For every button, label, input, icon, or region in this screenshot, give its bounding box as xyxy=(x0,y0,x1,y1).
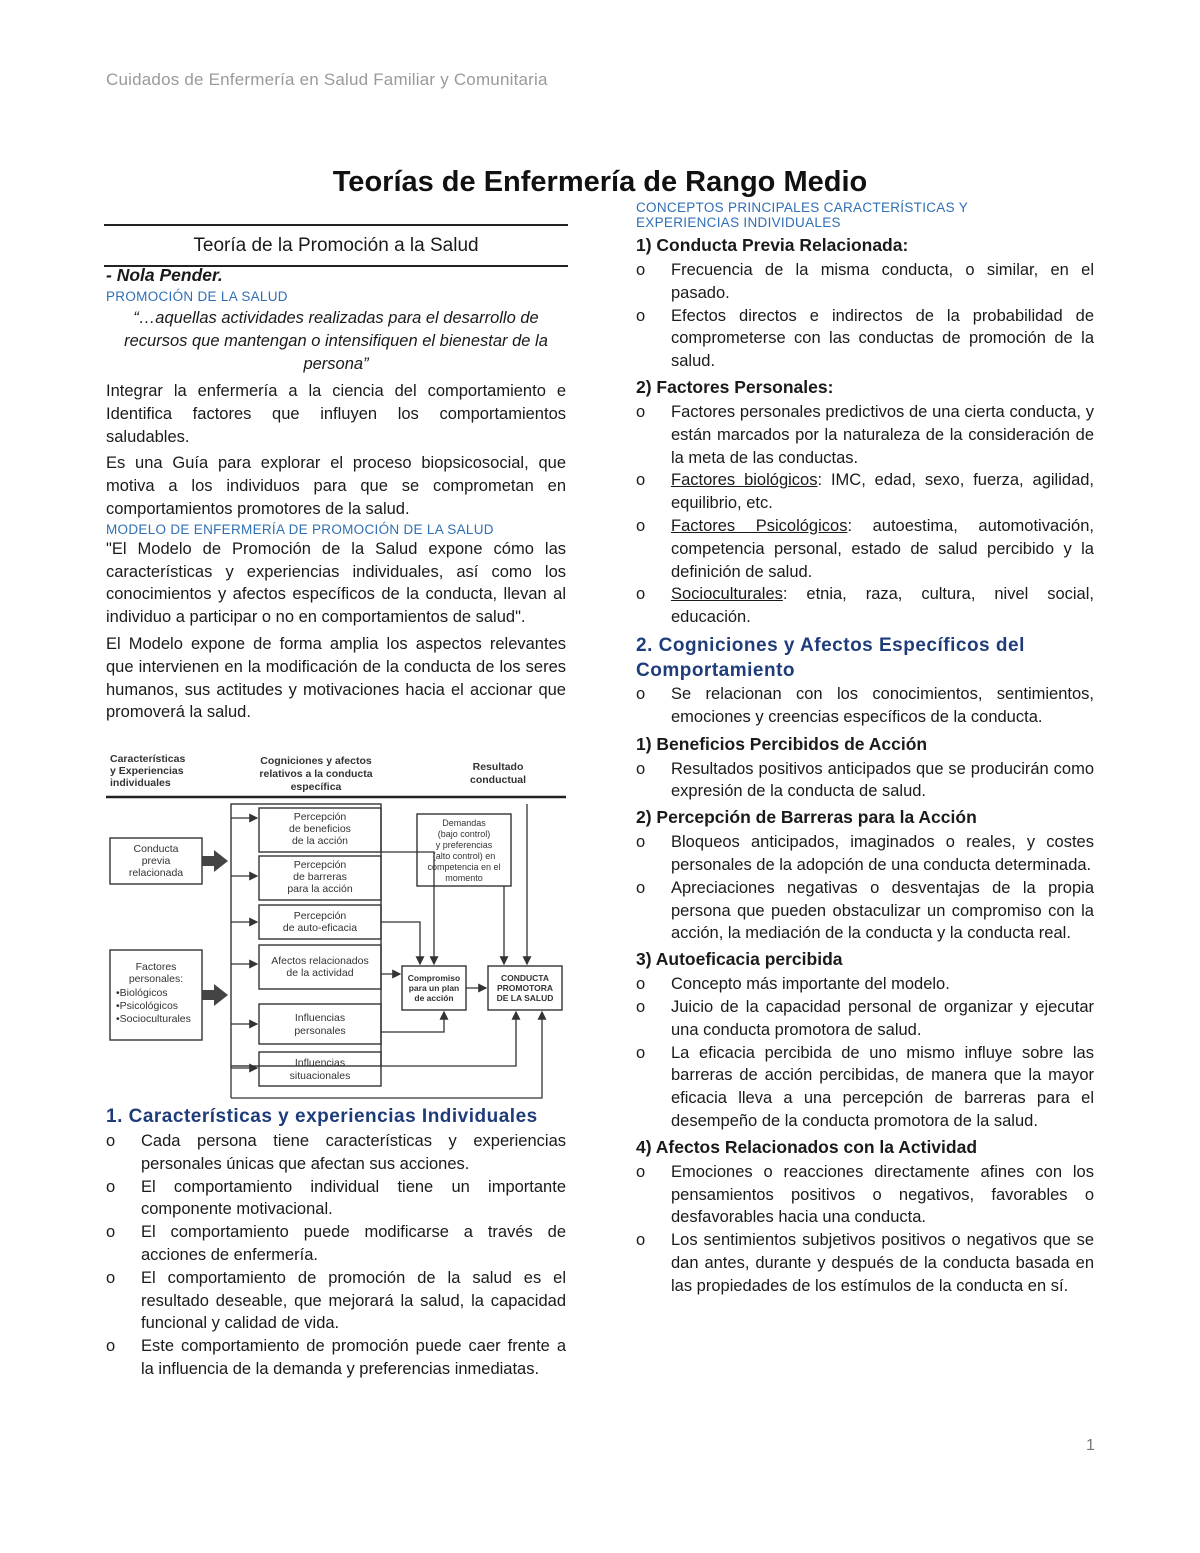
label-conducta-promotora: DE LA SALUD xyxy=(496,993,554,1003)
label-beneficios: de la acción xyxy=(291,835,349,847)
list-conducta-previa xyxy=(636,259,1094,373)
list-item xyxy=(636,515,1094,583)
paragraph: Integrar la enfermería a la ciencia del comportamiento e Identifica factores que influyen los comportamientos saludables. xyxy=(106,382,566,446)
list-item: o Resultados positivos anticipados que se producirán como expresión de la conducta de salud. xyxy=(636,758,1094,804)
list-item xyxy=(636,583,1094,629)
heading-barreras: 2) Percepción de Barreras para la Acción xyxy=(636,807,977,828)
arrow-thick-2 xyxy=(202,984,228,1006)
diagram-col1-head-3: individuales xyxy=(110,777,171,789)
label-conducta-previa: previa xyxy=(141,855,171,867)
label-demandas: competencia en el xyxy=(427,862,501,872)
label-barreras: de barreras xyxy=(293,871,347,883)
list-item: o Efectos directos e indirectos de la probabilidad de comprometerse con las conductas de promoción de la salud. xyxy=(636,305,1094,373)
list-afectos xyxy=(636,1161,1094,1298)
label-psicologicos: Factores Psicológicos xyxy=(671,516,848,535)
section-1-title: 1. Características y experiencias Individuales xyxy=(106,1106,538,1127)
left-intro xyxy=(106,380,566,724)
text-psicologicos: : autoestima, automotivación, competencia personal, estado de salud percibido y la definición de salud. xyxy=(671,516,1094,581)
label-conducta-previa: Conducta xyxy=(133,843,179,855)
list-item: o Este comportamiento de promoción puede caer frente a la influencia de la demanda y preferencias inmediatas. xyxy=(106,1335,566,1381)
text-socioculturales: : etnia, raza, cultura, nivel social, educación. xyxy=(671,585,1094,627)
diagram-col3-head-2: conductual xyxy=(469,774,527,786)
label-demandas: (bajo control) xyxy=(437,829,491,839)
diagram-col1-head-2: y Experiencias xyxy=(110,765,184,777)
label-barreras: Percepción xyxy=(293,859,347,871)
model-caption: MODELO DE ENFERMERÍA DE PROMOCIÓN DE LA SALUD xyxy=(106,521,494,537)
concepts-caption-1: CONCEPTOS PRINCIPALES CARACTERÍSTICAS Y xyxy=(636,200,969,215)
list-item: o Apreciaciones negativas o desventajas de la propia persona que pueden obstaculizar un compromiso con la acción, la mediación de la conducta y la conducta real. xyxy=(636,877,1094,945)
list-factores-personales xyxy=(636,401,1094,629)
label-afectos: de la actividad xyxy=(286,967,354,979)
label-influencias-personales: Influencias xyxy=(294,1012,346,1024)
label-autoeficacia: de auto-eficacia xyxy=(282,922,358,934)
arrow-thick-1 xyxy=(202,850,228,872)
section-2-list xyxy=(636,683,1094,729)
heading-autoeficacia: 3) Autoeficacia percibida xyxy=(636,949,843,970)
list-item: o Emociones o reacciones directamente afines con los pensamientos positivos o negativos, favorables o desfavorables hacia una conducta. xyxy=(636,1161,1094,1229)
author-name: - Nola Pender. xyxy=(106,265,223,285)
section-1-list xyxy=(106,1130,566,1381)
heading-afectos: 4) Afectos Relacionados con la Actividad xyxy=(636,1136,978,1157)
label-conducta-promotora: CONDUCTA xyxy=(500,973,550,983)
label-compromiso: Compromiso xyxy=(407,973,461,983)
label-barreras: para la acción xyxy=(287,883,353,895)
paragraph: "El Modelo de Promoción de la Salud expone cómo las características y experiencias individuales, así como los conocimientos y afectos específicos de la conducta, llevan al individuo a participar o no en comportamientos de salud". xyxy=(106,539,566,627)
right-column xyxy=(636,200,1094,1297)
list-barreras xyxy=(636,831,1094,945)
diagram-col2-head-2: relativos a la conducta xyxy=(259,768,373,780)
label-autoeficacia: Percepción xyxy=(293,910,347,922)
section-title-box: Teoría de la Promoción a la Salud xyxy=(104,224,568,267)
label-factores: personales: xyxy=(128,973,184,985)
list-item: o La eficacia percibida de uno mismo influye sobre las barreras de acción percibidas, de manera que la mayor eficacia lleva a una percepción de barreras para el desempeño de la conducta promotora de la salud. xyxy=(636,1042,1094,1133)
paragraph: Es una Guía para explorar el proceso biopsicosocial, que motiva a los individuos para que se comprometan en comportamientos promotores de la salud. xyxy=(106,454,566,518)
label-demandas: (alto control) en xyxy=(432,851,496,861)
label-influencias-situacionales: situacionales xyxy=(289,1070,351,1082)
list-item: o Bloqueos anticipados, imaginados o reales, y costes personales de la adopción de una conducta determinada. xyxy=(636,831,1094,877)
section-2-title: 2. Cogniciones y Afectos Específicos del Comportamiento xyxy=(636,634,1025,681)
label-factores: •Psicológicos xyxy=(116,1000,179,1012)
document-title: Teorías de Enfermería de Rango Medio xyxy=(332,166,868,198)
label-beneficios: de beneficios xyxy=(289,823,351,835)
diagram-col2-head-1: Cogniciones y afectos xyxy=(260,755,372,767)
heading-conducta-previa: 1) Conducta Previa Relacionada: xyxy=(636,235,909,255)
promo-caption: PROMOCIÓN DE LA SALUD xyxy=(106,289,288,304)
label-demandas: y preferencias xyxy=(435,840,493,850)
page-number: 1 xyxy=(1086,1437,1095,1454)
label-biologicos: Factores biológicos xyxy=(671,471,818,490)
list-item: o Concepto más importante del modelo. xyxy=(636,973,1094,996)
heading-beneficios: 1) Beneficios Percibidos de Acción xyxy=(636,733,928,754)
label-factores: •Biológicos xyxy=(116,987,168,999)
list-item: o El comportamiento puede modificarse a través de acciones de enfermería. xyxy=(106,1221,566,1267)
page-header: Cuidados de Enfermería en Salud Familiar y Comunitaria xyxy=(106,70,548,89)
list-item: o Frecuencia de la misma conducta, o similar, en el pasado. xyxy=(636,259,1094,305)
heading-factores-personales: 2) Factores Personales: xyxy=(636,376,834,397)
diagram-col2-head-3: específica xyxy=(290,781,342,793)
label-afectos: Afectos relacionados xyxy=(271,955,369,967)
text-biologicos: : IMC, edad, sexo, fuerza, agilidad, equilibrio, etc. xyxy=(671,471,1094,513)
definition-quote: “…aquellas actividades realizadas para el desarrollo de recursos que mantengan o intensifiquen el bienestar de la persona” xyxy=(124,309,548,373)
diagram-col3-head-1: Resultado xyxy=(472,761,524,773)
label-factores: Factores xyxy=(135,961,177,973)
label-conducta-promotora: PROMOTORA xyxy=(496,983,554,993)
box-influencias-personales xyxy=(259,1004,381,1044)
list-item: o Juicio de la capacidad personal de organizar y ejecutar una conducta promotora de salud. xyxy=(636,996,1094,1042)
list-autoeficacia xyxy=(636,973,1094,1133)
label-influencias-situacionales: Influencias xyxy=(294,1057,346,1069)
pender-model-diagram xyxy=(104,748,568,1100)
label-influencias-personales: personales xyxy=(294,1025,346,1037)
label-compromiso: para un plan xyxy=(408,983,460,993)
label-factores: •Socioculturales xyxy=(116,1013,191,1025)
label-socioculturales: Socioculturales xyxy=(671,585,783,604)
list-item: o Cada persona tiene características y experiencias personales únicas que afectan sus acciones. xyxy=(106,1130,566,1176)
list-item xyxy=(636,469,1094,515)
list-item: o El comportamiento individual tiene un importante componente motivacional. xyxy=(106,1176,566,1222)
paragraph: El Modelo expone de forma amplia los aspectos relevantes que intervienen en la modificación de la conducta de los seres humanos, sus actitudes y motivaciones hacia el accionar que promoverá la salud. xyxy=(106,634,566,722)
list-item: o Los sentimientos subjetivos positivos o negativos que se dan antes, durante y después de la conducta basada en las propiedades de los estímulos de la conducta en sí. xyxy=(636,1229,1094,1297)
list-item: o El comportamiento de promoción de la salud es el resultado deseable, que mejorará la salud, la capacidad funcional y calidad de vida. xyxy=(106,1267,566,1335)
label-demandas: momento xyxy=(445,873,483,883)
label-conducta-previa: relacionada xyxy=(128,867,184,879)
section-1 xyxy=(106,1104,566,1381)
list-item: o Factores personales predictivos de una cierta conducta, y están marcados por la naturaleza de la consideración de la meta de las conductas. xyxy=(636,401,1094,469)
label-demandas: Demandas xyxy=(442,818,486,828)
diagram-col1-head-1: Características xyxy=(110,753,186,765)
list-item: o Se relacionan con los conocimientos, sentimientos, emociones y creencias específicos de la conducta. xyxy=(636,683,1094,729)
label-beneficios: Percepción xyxy=(293,811,347,823)
label-compromiso: de acción xyxy=(414,993,454,1003)
list-beneficios xyxy=(636,758,1094,804)
concepts-caption-2: EXPERIENCIAS INDIVIDUALES xyxy=(636,215,841,230)
